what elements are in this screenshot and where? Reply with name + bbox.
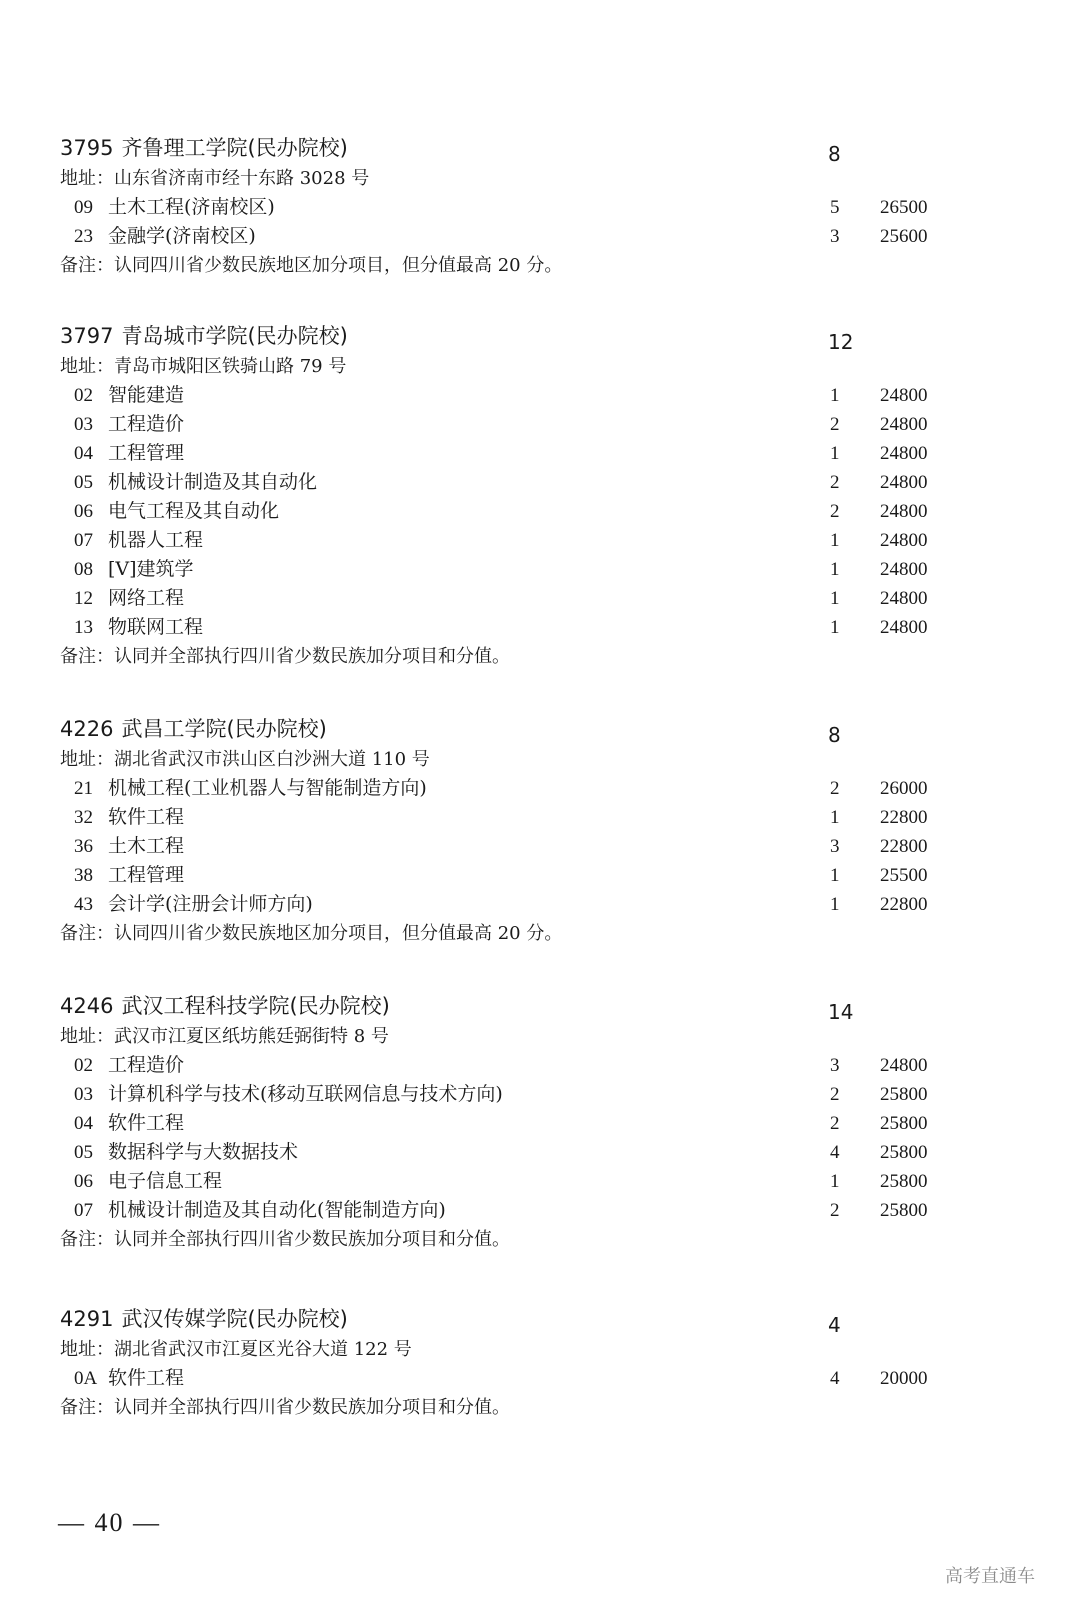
major-row xyxy=(60,613,940,642)
major-count: 1 xyxy=(830,443,840,464)
major-fee: 24800 xyxy=(880,1055,928,1076)
major-count: 1 xyxy=(830,385,840,406)
major-row xyxy=(60,1109,940,1138)
school-code: 4291 xyxy=(60,1307,114,1331)
major-fee: 25800 xyxy=(880,1113,928,1134)
major-fee: 25800 xyxy=(880,1142,928,1163)
major-name: 软件工程 xyxy=(108,1112,185,1134)
major-count: 1 xyxy=(830,588,840,609)
school-total-quota: 8 xyxy=(828,142,841,166)
major-name: 物联网工程 xyxy=(108,616,204,638)
major-row xyxy=(60,497,940,526)
school-header xyxy=(60,320,940,352)
major-name: 网络工程 xyxy=(108,587,185,609)
major-code: 36 xyxy=(74,836,93,857)
major-row xyxy=(60,803,940,832)
major-row xyxy=(60,410,940,439)
school-code: 3795 xyxy=(60,136,114,160)
major-count: 2 xyxy=(830,778,840,799)
major-count: 1 xyxy=(830,530,840,551)
school-note: 备注：认同并全部执行四川省少数民族加分项目和分值。 xyxy=(60,646,510,667)
major-count: 1 xyxy=(830,807,840,828)
major-count: 1 xyxy=(830,617,840,638)
major-row xyxy=(60,1051,940,1080)
major-code: 05 xyxy=(74,1142,93,1163)
major-name: [V]建筑学 xyxy=(108,558,194,580)
major-count: 2 xyxy=(830,414,840,435)
major-row xyxy=(60,222,940,251)
major-fee: 24800 xyxy=(880,588,928,609)
major-code: 05 xyxy=(74,472,93,493)
school-block xyxy=(60,320,940,671)
major-count: 1 xyxy=(830,894,840,915)
major-fee: 22800 xyxy=(880,836,928,857)
major-code: 32 xyxy=(74,807,93,828)
major-count: 4 xyxy=(830,1368,840,1389)
major-fee: 26500 xyxy=(880,197,928,218)
major-code: 04 xyxy=(74,443,93,464)
major-name: 工程管理 xyxy=(108,442,185,464)
major-code: 06 xyxy=(74,501,93,522)
school-name: 齐鲁理工学院(民办院校) xyxy=(121,136,348,160)
major-fee: 25800 xyxy=(880,1084,928,1105)
school-note: 备注：认同并全部执行四川省少数民族加分项目和分值。 xyxy=(60,1229,510,1250)
major-name: 土木工程 xyxy=(108,835,185,857)
major-fee: 22800 xyxy=(880,894,928,915)
school-total-quota: 14 xyxy=(828,1000,854,1024)
school-block xyxy=(60,132,940,280)
major-row xyxy=(60,1196,940,1225)
school-block xyxy=(60,990,940,1254)
school-name: 武汉传媒学院(民办院校) xyxy=(121,1307,348,1331)
major-row xyxy=(60,193,940,222)
watermark: 高考直通车 xyxy=(945,1566,1035,1587)
major-fee: 25800 xyxy=(880,1200,928,1221)
major-count: 1 xyxy=(830,559,840,580)
major-count: 5 xyxy=(830,197,840,218)
major-row xyxy=(60,468,940,497)
major-fee: 26000 xyxy=(880,778,928,799)
major-row xyxy=(60,1167,940,1196)
school-address: 地址：湖北省武汉市洪山区白沙洲大道 110 号 xyxy=(60,749,430,770)
major-fee: 24800 xyxy=(880,443,928,464)
major-name: 工程造价 xyxy=(108,413,185,435)
school-header xyxy=(60,1303,940,1335)
major-count: 2 xyxy=(830,501,840,522)
major-fee: 24800 xyxy=(880,385,928,406)
major-code: 0A xyxy=(74,1368,98,1389)
major-fee: 24800 xyxy=(880,501,928,522)
major-row xyxy=(60,526,940,555)
major-code: 02 xyxy=(74,385,93,406)
major-code: 23 xyxy=(74,226,93,247)
major-code: 06 xyxy=(74,1171,93,1192)
major-count: 1 xyxy=(830,865,840,886)
school-block xyxy=(60,1303,940,1422)
major-count: 3 xyxy=(830,1055,840,1076)
major-name: 工程造价 xyxy=(108,1054,185,1076)
major-code: 03 xyxy=(74,1084,93,1105)
major-fee: 24800 xyxy=(880,414,928,435)
school-total-quota: 8 xyxy=(828,723,841,747)
major-name: 金融学(济南校区) xyxy=(108,225,256,247)
school-note: 备注：认同四川省少数民族地区加分项目，但分值最高 20 分。 xyxy=(60,923,563,944)
school-address: 地址：武汉市江夏区纸坊熊廷弼街特 8 号 xyxy=(60,1026,389,1047)
school-code: 4226 xyxy=(60,717,114,741)
major-name: 计算机科学与技术(移动互联网信息与技术方向) xyxy=(108,1083,503,1105)
school-name: 青岛城市学院(民办院校) xyxy=(121,324,348,348)
major-code: 07 xyxy=(74,1200,93,1221)
major-fee: 24800 xyxy=(880,559,928,580)
major-name: 智能建造 xyxy=(108,384,185,406)
major-code: 09 xyxy=(74,197,93,218)
school-name: 武昌工学院(民办院校) xyxy=(121,717,327,741)
school-header xyxy=(60,713,940,745)
major-count: 1 xyxy=(830,1171,840,1192)
major-code: 08 xyxy=(74,559,93,580)
major-name: 会计学(注册会计师方向) xyxy=(108,893,313,915)
major-code: 04 xyxy=(74,1113,93,1134)
major-row xyxy=(60,774,940,803)
major-row xyxy=(60,555,940,584)
school-address: 地址：山东省济南市经十东路 3028 号 xyxy=(60,168,370,189)
school-header xyxy=(60,990,940,1022)
major-name: 机器人工程 xyxy=(108,529,204,551)
major-fee: 24800 xyxy=(880,472,928,493)
major-row xyxy=(60,1138,940,1167)
page-number: — 40 — xyxy=(58,1508,161,1537)
major-code: 38 xyxy=(74,865,93,886)
school-address: 地址：湖北省武汉市江夏区光谷大道 122 号 xyxy=(60,1339,412,1360)
major-count: 2 xyxy=(830,472,840,493)
major-row xyxy=(60,832,940,861)
major-code: 07 xyxy=(74,530,93,551)
major-name: 数据科学与大数据技术 xyxy=(108,1141,299,1163)
major-name: 机械设计制造及其自动化(智能制造方向) xyxy=(108,1199,446,1221)
major-code: 21 xyxy=(74,778,93,799)
major-name: 电子信息工程 xyxy=(108,1170,223,1192)
major-name: 机械工程(工业机器人与智能制造方向) xyxy=(108,777,427,799)
major-name: 软件工程 xyxy=(108,806,185,828)
major-count: 2 xyxy=(830,1113,840,1134)
school-total-quota: 4 xyxy=(828,1313,841,1337)
school-address: 地址：青岛市城阳区铁骑山路 79 号 xyxy=(60,356,347,377)
major-row xyxy=(60,584,940,613)
major-count: 2 xyxy=(830,1200,840,1221)
major-code: 43 xyxy=(74,894,93,915)
major-count: 3 xyxy=(830,836,840,857)
major-fee: 25800 xyxy=(880,1171,928,1192)
major-count: 2 xyxy=(830,1084,840,1105)
major-name: 机械设计制造及其自动化 xyxy=(108,471,318,493)
major-code: 13 xyxy=(74,617,93,638)
major-name: 土木工程(济南校区) xyxy=(108,196,275,218)
major-row xyxy=(60,861,940,890)
school-block xyxy=(60,713,940,948)
major-fee: 25600 xyxy=(880,226,928,247)
school-name: 武汉工程科技学院(民办院校) xyxy=(121,994,390,1018)
major-fee: 22800 xyxy=(880,807,928,828)
major-row xyxy=(60,1080,940,1109)
major-fee: 20000 xyxy=(880,1368,928,1389)
school-note: 备注：认同并全部执行四川省少数民族加分项目和分值。 xyxy=(60,1397,510,1418)
school-code: 4246 xyxy=(60,994,114,1018)
major-count: 3 xyxy=(830,226,840,247)
school-total-quota: 12 xyxy=(828,330,854,354)
school-note: 备注：认同四川省少数民族地区加分项目，但分值最高 20 分。 xyxy=(60,255,563,276)
school-header xyxy=(60,132,940,164)
major-fee: 24800 xyxy=(880,530,928,551)
major-fee: 24800 xyxy=(880,617,928,638)
major-count: 4 xyxy=(830,1142,840,1163)
major-name: 软件工程 xyxy=(108,1367,185,1389)
major-row xyxy=(60,381,940,410)
major-code: 03 xyxy=(74,414,93,435)
major-name: 工程管理 xyxy=(108,864,185,886)
major-row xyxy=(60,439,940,468)
major-row xyxy=(60,1364,940,1393)
major-name: 电气工程及其自动化 xyxy=(108,500,280,522)
major-fee: 25500 xyxy=(880,865,928,886)
major-code: 12 xyxy=(74,588,93,609)
school-code: 3797 xyxy=(60,324,114,348)
major-code: 02 xyxy=(74,1055,93,1076)
major-row xyxy=(60,890,940,919)
